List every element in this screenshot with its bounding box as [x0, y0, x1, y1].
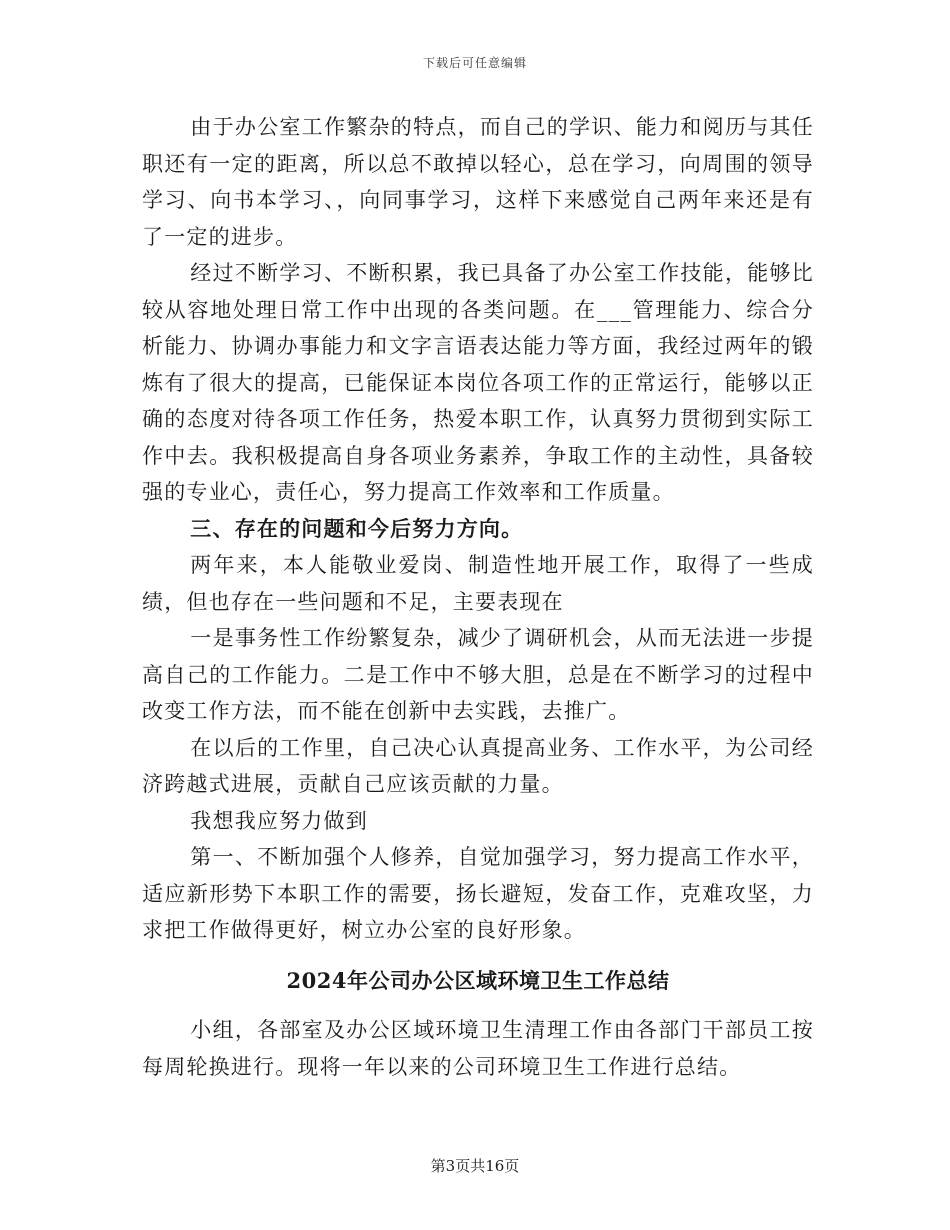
paragraph: 第一、不断加强个人修养，自觉加强学习，努力提高工作水平，适应新形势下本职工作的需要，扬长避短，发奋工作，克难攻坚，力求把工作做得更好，树立办公室的良好形象。 [142, 845, 814, 942]
paragraph: 一是事务性工作纷繁复杂，减少了调研机会，从而无法进一步提高自己的工作能力。二是工作中不够大胆，总是在不断学习的过程中改变工作方法，而不能在创新中去实践，去推广。 [142, 626, 814, 723]
paragraph: 小组，各部室及办公区域环境卫生清理工作由各部门干部员工按每周轮换进行。现将一年以来的公司环境卫生工作进行总结。 [142, 1018, 814, 1079]
paragraph: 两年来，本人能敬业爱岗、制造性地开展工作，取得了一些成绩，但也存在一些问题和不足，主要表现在 [142, 553, 814, 614]
page-header-note: 下载后可任意编辑 [422, 56, 527, 70]
document-body [142, 109, 814, 1085]
paragraph: 我想我应努力做到 [190, 808, 368, 833]
paragraph: 在以后的工作里，自己决心认真提高业务、工作水平，为公司经济跨越式进展，贡献自己应该贡献的力量。 [142, 735, 814, 796]
section-title: 2024年公司办公区域环境卫生工作总结 [286, 967, 670, 993]
section-heading: 三、存在的问题和今后努力方向。 [190, 515, 524, 541]
page-number: 第3页共16页 [430, 1157, 520, 1175]
paragraph: 经过不断学习、不断积累，我已具备了办公室工作技能，能够比较从容地处理日常工作中出现的各类问题。在___管理能力、综合分析能力、协调办事能力和文字言语表达能力等方面，我经过两年的锻炼有了很大的提高，已能保证本岗位各项工作的正常运行，能够以正确的态度对待各项工作任务，热爱本职工作，认真努力贯彻到实际工作中去。我积极提高自身各项业务素养，争取工作的主动性，具备较强的专业心，责任心，努力提高工作效率和工作质量。 [142, 261, 814, 504]
paragraph: 由于办公室工作繁杂的特点，而自己的学识、能力和阅历与其任职还有一定的距离，所以总不敢掉以轻心，总在学习，向周围的领导学习、向书本学习、，向同事学习，这样下来感觉自己两年来还是有了一定的进步。 [142, 115, 814, 249]
